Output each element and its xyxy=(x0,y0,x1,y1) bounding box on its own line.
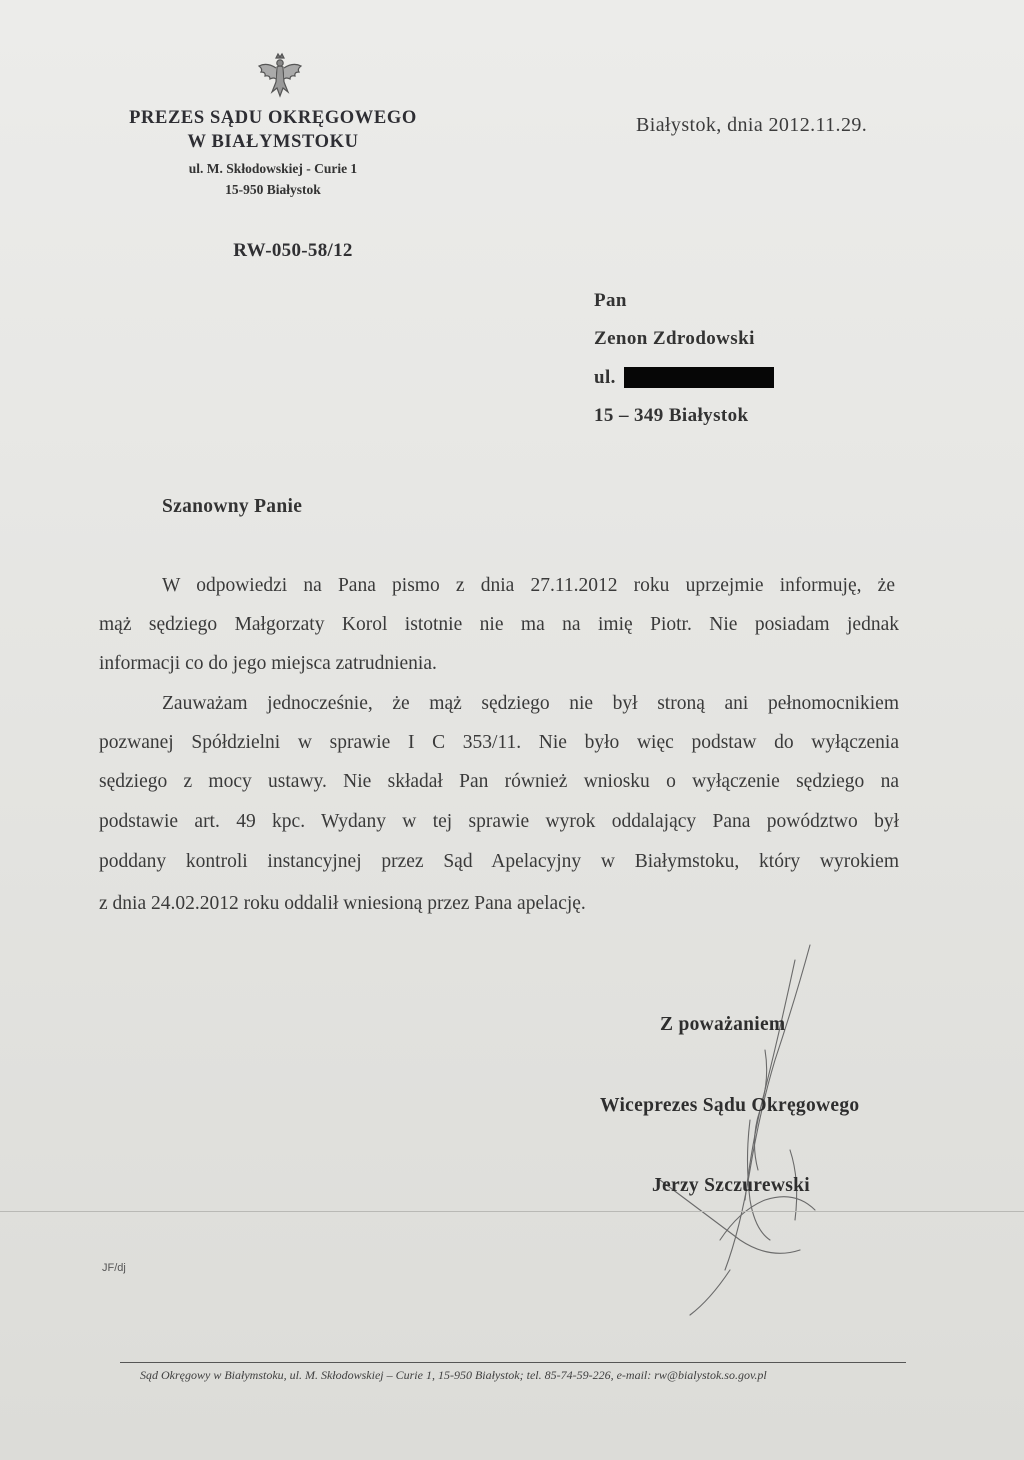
initials: JF/dj xyxy=(102,1262,126,1274)
recipient-salutation: Pan xyxy=(594,290,627,311)
footer-contact: Sąd Okręgowy w Białymstoku, ul. M. Skłodowskiej – Curie 1, 15-950 Białystok; tel. 85-74-59-226, e-mail: rw@bialystok.so.gov.pl xyxy=(140,1368,767,1382)
body-line: informacji co do jego miejsca zatrudnienia. xyxy=(99,653,437,674)
signatory-name: Jerzy Szczurewski xyxy=(652,1175,810,1196)
polish-eagle-emblem-icon xyxy=(255,52,305,100)
greeting: Szanowny Panie xyxy=(162,496,303,517)
body-line: pozwanej Spółdzielni w sprawie I C 353/11. Nie było więc podstaw do wyłączenia xyxy=(99,732,899,753)
page-fold-line xyxy=(0,1211,1024,1212)
recipient-city: 15 – 349 Białystok xyxy=(594,405,749,426)
body-line: podstawie art. 49 kpc. Wydany w tej sprawie wyrok oddalający Pana powództwo był xyxy=(99,811,899,832)
signatory-title: Wiceprezes Sądu Okręgowego xyxy=(600,1095,860,1116)
court-address-city: 15-950 Białystok xyxy=(225,182,321,197)
court-address-street: ul. M. Skłodowskiej - Curie 1 xyxy=(188,161,358,176)
body-line: mąż sędziego Małgorzaty Korol istotnie nie ma na imię Piotr. Nie posiadam jednak xyxy=(99,614,899,635)
redacted-street-address xyxy=(624,367,774,388)
recipient-name: Zenon Zdrodowski xyxy=(594,328,755,349)
body-line: sędziego z mocy ustawy. Nie składał Pan również wniosku o wyłączenie sędziego na xyxy=(99,771,899,792)
handwritten-signature-icon xyxy=(600,940,860,1320)
court-name-line2: W BIAŁYMSTOKU xyxy=(187,132,359,152)
recipient-street-prefix: ul. xyxy=(594,367,616,388)
reference-number: RW-050-58/12 xyxy=(233,240,353,261)
body-line: Zauważam jednocześnie, że mąż sędziego nie był stroną ani pełnomocnikiem xyxy=(162,693,899,714)
body-line: z dnia 24.02.2012 roku oddalił wniesioną przez Pana apelację. xyxy=(99,893,586,914)
body-line: poddany kontroli instancyjnej przez Sąd Apelacyjny w Białymstoku, który wyrokiem xyxy=(99,851,899,872)
footer-rule xyxy=(120,1362,906,1363)
body-line: W odpowiedzi na Pana pismo z dnia 27.11.2012 roku uprzejmie informuję, że xyxy=(162,575,895,596)
place-and-date: Białystok, dnia 2012.11.29. xyxy=(636,114,868,136)
court-name-line1: PREZES SĄDU OKRĘGOWEGO xyxy=(129,108,417,128)
closing-regards: Z poważaniem xyxy=(660,1014,786,1035)
